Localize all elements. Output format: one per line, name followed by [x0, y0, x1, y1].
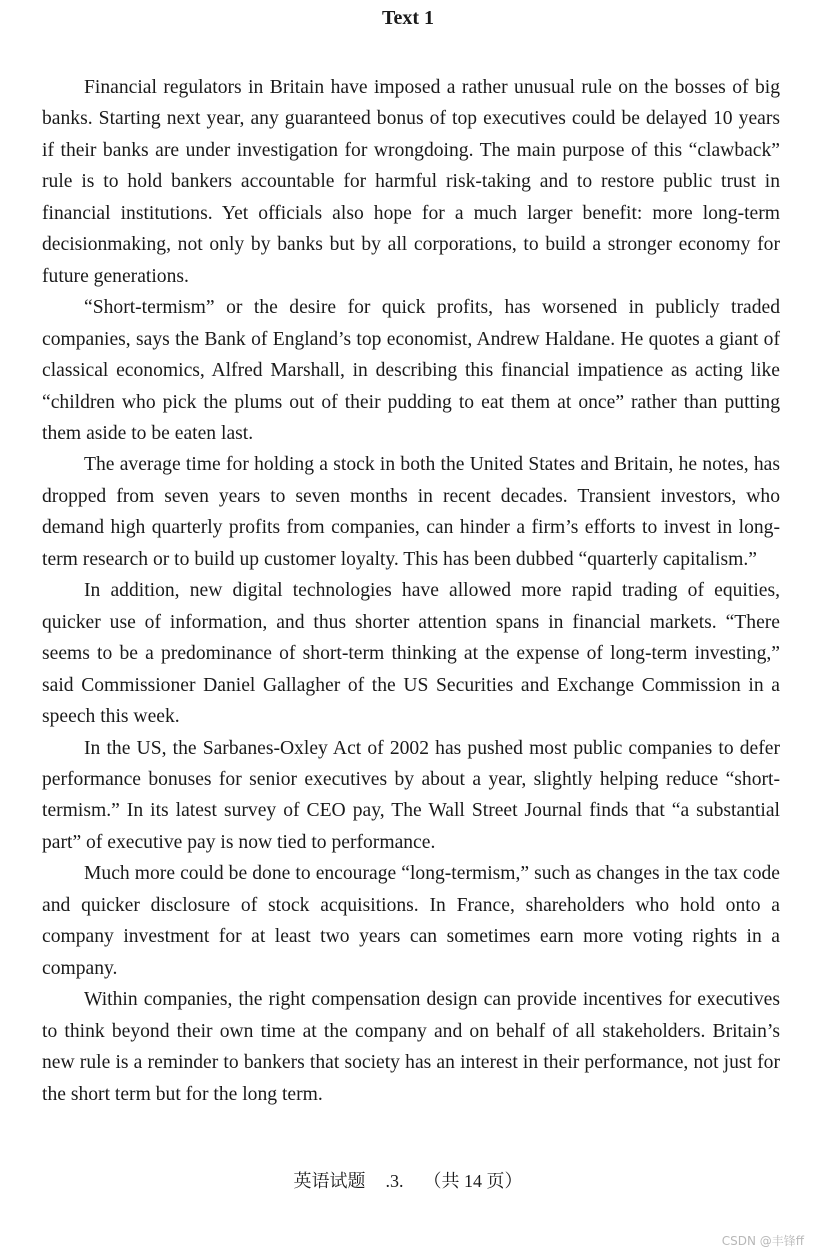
paragraph: In addition, new digital technologies have allowed more rapid trading of equities, quicker use of information, and thus shorter attention spans in financial markets. “There seems to be a predominance of short-term thinking at the expense of long-term investing,” said Commissioner Daniel Gallagher of the US Securities and Exchange Commission in a speech this week. — [42, 580, 780, 728]
paragraph: Financial regulators in Britain have imposed a rather unusual rule on the bosses of big banks. Starting next year, any guaranteed bonus of top executives could be delayed 10 years if their banks are under investigation for wrongdoing. The main purpose of this “clawback” rule is to hold bankers accountable for harmful risk-taking and to restore public trust in financial institutions. Yet officials also hope for a much larger benefit: more long-term decisionmaking, not only by banks but by all corporations, to build a stronger economy for future generations. — [42, 77, 780, 287]
article-body — [42, 72, 780, 1110]
watermark: CSDN @丰锋ff — [721, 1234, 804, 1248]
footer-subject: 英语试题 — [293, 1171, 366, 1191]
page-footer — [0, 1168, 816, 1194]
paragraph: Much more could be done to encourage “long-termism,” such as changes in the tax code and quicker disclosure of stock acquisitions. In France, shareholders who hold onto a company investment for at least two years can sometimes earn more voting rights in a company. — [42, 863, 780, 979]
page-title: Text 1 — [381, 7, 435, 29]
paragraph: The average time for holding a stock in both the United States and Britain, he notes, has dropped from seven years to seven months in recent decades. Transient investors, who demand high quarterly profits from companies, can hinder a firm’s efforts to invest in long-term research or to build up customer loyalty. This has been dubbed “quarterly capitalism.” — [42, 454, 780, 570]
paragraph: In the US, the Sarbanes-Oxley Act of 2002 has pushed most public companies to defer performance bonuses for senior executives by about a year, slightly helping reduce “short-termism.” In its latest survey of CEO pay, The Wall Street Journal finds that “a substantial part” of executive pay is now tied to performance. — [42, 737, 780, 853]
paragraph: “Short-termism” or the desire for quick profits, has worsened in publicly traded companies, says the Bank of England’s top economist, Andrew Haldane. He quotes a giant of classical economics, Alfred Marshall, in describing this financial impatience as acting like “children who pick the plums out of their pudding to eat them at once” rather than putting them aside to be eaten last. — [42, 297, 780, 444]
paragraph: Within companies, the right compensation design can provide incentives for executives to think beyond their own time at the company and on behalf of all stakeholders. Britain’s new rule is a reminder to bankers that society has an interest in their performance, not just for the short term but for the long term. — [42, 989, 780, 1105]
footer-total-pages: （共 14 页） — [423, 1171, 523, 1191]
footer-page-number: .3. — [385, 1171, 404, 1191]
